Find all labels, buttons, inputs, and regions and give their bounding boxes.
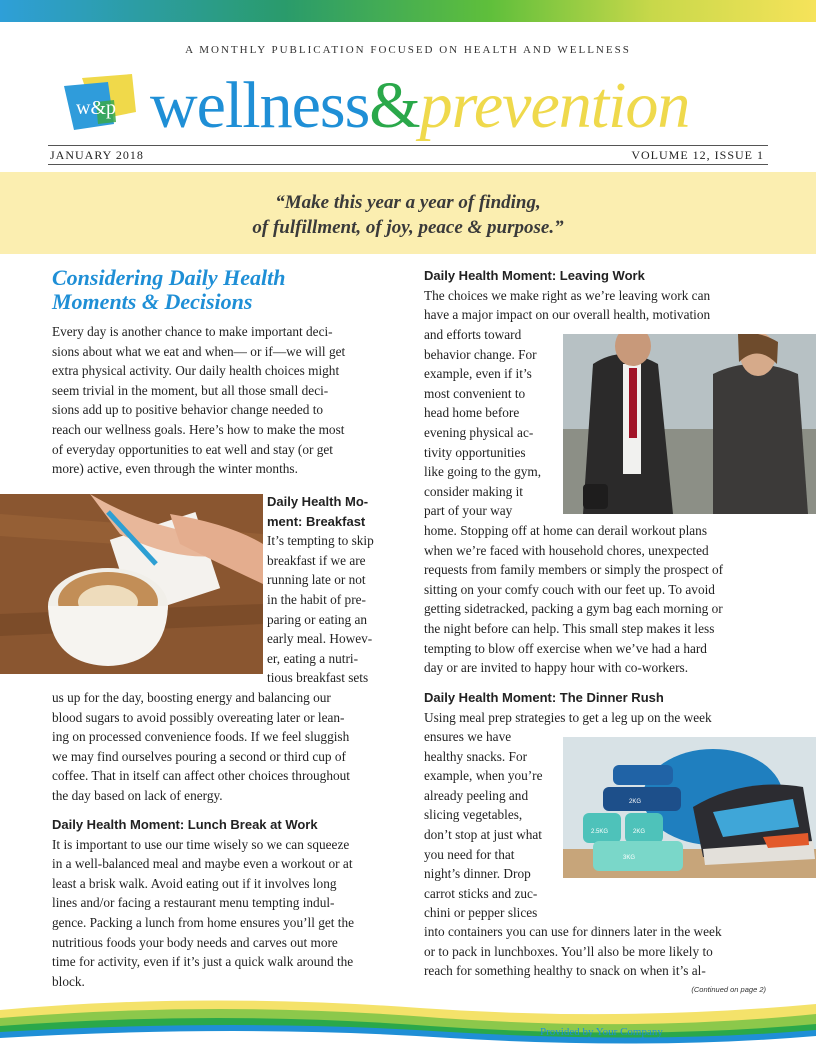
footer-wave [0, 996, 816, 1056]
text-line: tious breakfast sets [267, 670, 369, 686]
provided-by: Provided by Your Company [540, 1026, 663, 1038]
text-line: least a brisk walk. Avoid eating out if it involves long [52, 875, 337, 891]
issue-date: JANUARY 2018 [50, 148, 144, 162]
text-line: day or are invited to happy hour with co-workers. [424, 660, 689, 676]
text-line: It is important to use our time wisely so we can squeeze [52, 836, 350, 852]
dumbbells-shoes-photo [563, 737, 816, 878]
text-line: into containers you can use for dinners later in the week [424, 924, 722, 939]
coffee-notebook-photo [0, 494, 263, 674]
text-line: Using meal prep strategies to get a leg up on the week [424, 709, 712, 725]
text-line: the night before can help. This small step makes it less [424, 620, 715, 636]
text-line: seem trivial in the moment, but all those small deci- [52, 382, 329, 398]
article-heading-line-2: Moments & Decisions [52, 289, 253, 314]
text-line: Every day is another chance to make important deci- [52, 324, 333, 339]
text-line: we may find ourselves pouring a second or third cup of [52, 748, 346, 764]
quote-line-2: of fulfillment, of joy, peace & purpose.” [252, 217, 564, 238]
leaving-work-section-narrow [424, 325, 560, 521]
logo-text: w&p [76, 97, 116, 119]
text-line: er, eating a nutri- [267, 650, 359, 666]
business-people-photo [563, 334, 816, 514]
text-line: sitting on your comfy couch with our feet up. To avoid [424, 581, 715, 597]
text-line: have a major impact on our overall health, motivation [424, 307, 711, 323]
text-line: consider making it [424, 483, 523, 499]
text-line: time for activity, even if it’s just a quick walk around the [52, 954, 354, 970]
text-line: block. [52, 973, 85, 989]
text-line: example, even if it’s [424, 366, 532, 382]
article-heading [52, 266, 392, 314]
text-line: already peeling and [424, 787, 529, 803]
text-line: don’t stop at just what [424, 826, 542, 842]
text-line: requests from family members or simply the prospect of [424, 562, 724, 578]
text-line: coffee. That in itself can affect other choices throughout [52, 768, 350, 784]
quote-line-1: “Make this year a year of finding, [275, 192, 541, 213]
dumbbell-label: 3KG [623, 855, 636, 861]
text-line: reach our wellness goals. Here’s how to make the most [52, 421, 345, 437]
text-line: paring or eating an [267, 611, 368, 627]
text-line: ing on processed convenience foods. If we feel sluggish [52, 729, 350, 745]
breakfast-heading-line-1: Daily Health Mo- [267, 494, 369, 509]
text-line: early meal. Howev- [267, 631, 373, 647]
text-line: behavior change. For [424, 346, 537, 362]
masthead-prevention: prevention [419, 69, 690, 142]
text-line: The choices we make right as we’re leaving work can [424, 287, 711, 303]
text-line: or to pack in lunchboxes. You’ll also be more likely to [424, 943, 713, 959]
wp-logo [62, 72, 140, 132]
text-line: tivity opportunities [424, 444, 526, 460]
text-line: lines and/or facing a restaurant menu tempting indul- [52, 895, 335, 911]
text-line: sions add up to positive behavior change needed to [52, 402, 324, 418]
text-line: extra physical activity. Our daily health choices might [52, 363, 340, 379]
text-line: part of your way [424, 503, 513, 519]
text-line: ensures we have [424, 729, 512, 744]
text-line: home. Stopping off at home can derail workout plans [424, 523, 707, 538]
masthead [150, 66, 689, 146]
text-line: you need for that [424, 846, 515, 862]
text-line: getting sidetracked, packing a gym bag each morning or [424, 601, 723, 617]
breakfast-section-wide [52, 688, 397, 806]
dinner-heading: Daily Health Moment: The Dinner Rush [424, 690, 664, 705]
text-line: breakfast if we are [267, 552, 366, 568]
dinner-section-narrow [424, 727, 562, 923]
header-rule-top [48, 145, 768, 146]
text-line: reach for something healthy to snack on when it’s al- [424, 963, 706, 979]
tagline: A MONTHLY PUBLICATION FOCUSED ON HEALTH AND WELLNESS [185, 44, 631, 56]
text-line: most convenient to [424, 385, 526, 401]
continued-note: (Continued on page 2) [691, 985, 766, 994]
text-line: blood sugars to avoid possibly overeating later or lean- [52, 709, 345, 725]
dumbbell-label: 2KG [629, 799, 642, 805]
text-line: tempting to blow off exercise when we’ve had a hard [424, 640, 707, 656]
text-line: nutritious foods your body needs and carves out more [52, 934, 338, 950]
header-rule-bottom [48, 164, 768, 165]
leaving-work-section-bottom [424, 521, 774, 678]
text-line: and efforts toward [424, 327, 522, 342]
article-heading-line-1: Considering Daily Health [52, 265, 286, 290]
intro-paragraph [52, 322, 397, 479]
breakfast-heading-line-2: ment: Breakfast [267, 513, 366, 529]
text-line: the day based on lack of energy. [52, 787, 223, 803]
masthead-wellness: wellness [150, 69, 370, 142]
dinner-section-bottom [424, 922, 774, 981]
text-line: chini or pepper slices [424, 905, 538, 921]
text-line: like going to the gym, [424, 464, 542, 480]
text-line: gence. Packing a lunch from home ensures you’ll get the [52, 914, 355, 930]
dumbbell-label: 2KG [633, 829, 646, 835]
text-line: It’s tempting to skip [267, 533, 374, 549]
dumbbell-label: 2.5KG [591, 829, 609, 835]
leaving-work-heading: Daily Health Moment: Leaving Work [424, 268, 645, 283]
text-line: carrot sticks and zuc- [424, 885, 538, 901]
pull-quote [0, 190, 816, 240]
leaving-work-section-top [424, 266, 774, 325]
breakfast-section-narrow [267, 492, 402, 688]
text-line: us up for the day, boosting energy and balancing our [52, 690, 331, 705]
text-line: evening physical ac- [424, 424, 534, 440]
text-line: head home before [424, 405, 520, 421]
dinner-section-top [424, 688, 774, 727]
text-line: of everyday opportunities to eat well and stay (or get [52, 441, 333, 457]
issue-volume: VOLUME 12, ISSUE 1 [631, 148, 764, 162]
masthead-ampersand: & [369, 69, 420, 142]
text-line: example, when you’re [424, 768, 543, 784]
text-line: in the habit of pre- [267, 591, 366, 607]
text-line: sions about what we eat and when— or if—we will get [52, 343, 346, 359]
lunch-heading: Daily Health Moment: Lunch Break at Work [52, 817, 318, 832]
text-line: healthy snacks. For [424, 748, 528, 764]
text-line: slicing vegetables, [424, 807, 523, 823]
lunch-section [52, 815, 397, 991]
text-line: night’s dinner. Drop [424, 866, 531, 882]
top-gradient-bar [0, 0, 816, 22]
text-line: more) active, even through the winter months. [52, 461, 298, 477]
text-line: when we’re faced with household chores, unexpected [424, 542, 709, 558]
text-line: running late or not [267, 572, 366, 588]
text-line: in a well-balanced meal and maybe even a workout or at [52, 856, 353, 872]
